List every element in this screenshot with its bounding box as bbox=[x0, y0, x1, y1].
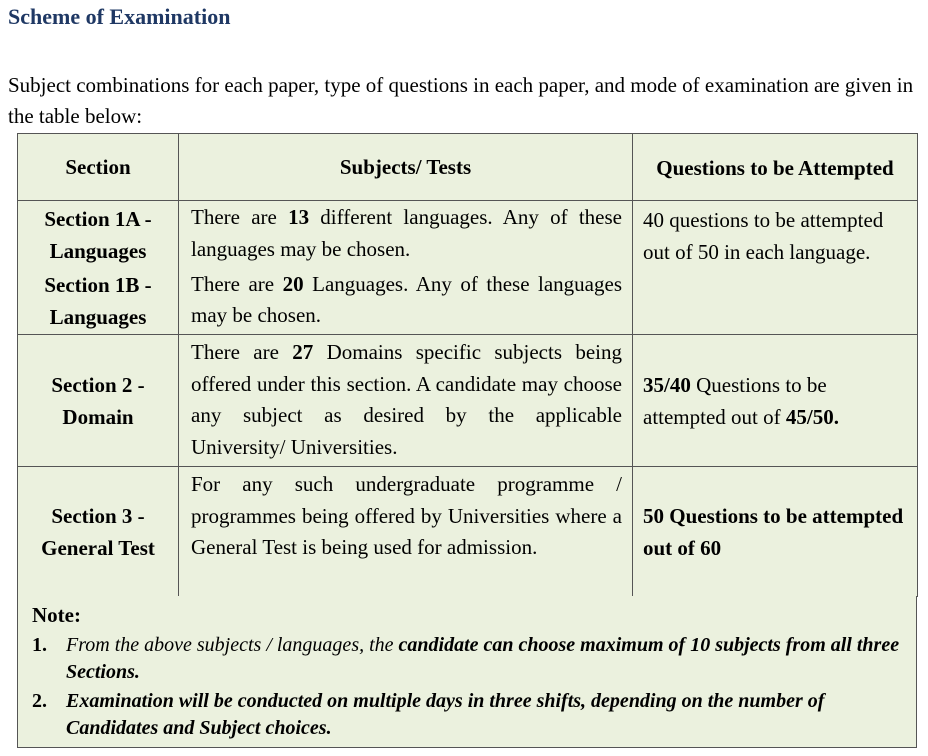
section-name: Section 1A - bbox=[44, 206, 152, 231]
note-item bbox=[32, 688, 916, 742]
subjects-cell bbox=[179, 335, 633, 467]
table-row bbox=[18, 201, 918, 268]
page-title: Scheme of Examination bbox=[8, 4, 231, 29]
section-type: General Test bbox=[41, 535, 155, 560]
note-item bbox=[32, 632, 916, 686]
questions-text: 50 Questions to be attempted out of 60 bbox=[643, 503, 904, 560]
exam-scheme-table bbox=[17, 133, 917, 597]
note-number: 1. bbox=[32, 634, 47, 656]
subjects-text: Languages. Any of these languages may be chosen. bbox=[191, 271, 622, 327]
questions-text: Questions to be attempted out of bbox=[643, 372, 827, 429]
header-subjects: Subjects/ Tests bbox=[179, 134, 633, 201]
subjects-cell bbox=[179, 268, 633, 335]
questions-cell: 40 questions to be attempted out of 50 in each language. bbox=[633, 201, 918, 335]
subjects-count: 13 bbox=[288, 205, 310, 229]
note-text: From the above subjects / languages, the bbox=[66, 634, 399, 656]
subjects-cell: For any such undergraduate programme / programmes being offered by Universities where a General Test is being used for admission. bbox=[179, 467, 633, 597]
subjects-text: different languages. Any of these languages may be chosen. bbox=[191, 205, 622, 261]
note-box bbox=[17, 596, 917, 748]
section-name: Section 3 - bbox=[51, 503, 145, 528]
subjects-text: There are bbox=[191, 205, 289, 229]
intro-paragraph: Subject combinations for each paper, type of questions in each paper, and mode of examination are given in the table below: bbox=[8, 73, 914, 128]
subjects-count: 20 bbox=[282, 271, 304, 296]
subjects-count: 27 bbox=[292, 340, 314, 364]
section-type: Domain bbox=[62, 404, 134, 429]
table-row bbox=[18, 335, 918, 467]
note-emphasis: Examination will be conducted on multiple days in three shifts, depending on the number of Candidates and Subject choices. bbox=[66, 690, 825, 739]
subjects-text: Domains specific subjects being offered under this section. A candidate may choose any subject as desired by the applicable University/ Universities. bbox=[191, 340, 622, 459]
header-section: Section bbox=[18, 134, 179, 201]
section-name: Section 1B - bbox=[44, 273, 152, 298]
note-list bbox=[32, 632, 916, 742]
questions-count: 35/40 bbox=[643, 372, 691, 397]
note-emphasis: candidate can choose maximum of 10 subjects from all three Sections. bbox=[66, 634, 900, 683]
subjects-text: There are bbox=[191, 271, 283, 296]
table-header-row bbox=[18, 134, 918, 201]
questions-total: 45/50. bbox=[785, 404, 839, 429]
questions-cell bbox=[633, 467, 918, 597]
note-title: Note: bbox=[32, 603, 81, 627]
section-cell bbox=[18, 335, 179, 467]
section-cell bbox=[18, 268, 179, 335]
table-row bbox=[18, 467, 918, 597]
section-name: Section 2 - bbox=[51, 372, 145, 397]
subjects-text: There are bbox=[191, 340, 293, 364]
section-type: Languages bbox=[49, 305, 147, 330]
note-number: 2. bbox=[32, 690, 47, 712]
subjects-cell bbox=[179, 201, 633, 268]
questions-cell bbox=[633, 335, 918, 467]
section-cell bbox=[18, 467, 179, 597]
section-type: Languages bbox=[49, 238, 147, 263]
section-cell bbox=[18, 201, 179, 268]
header-questions: Questions to be Attempted bbox=[633, 134, 918, 201]
